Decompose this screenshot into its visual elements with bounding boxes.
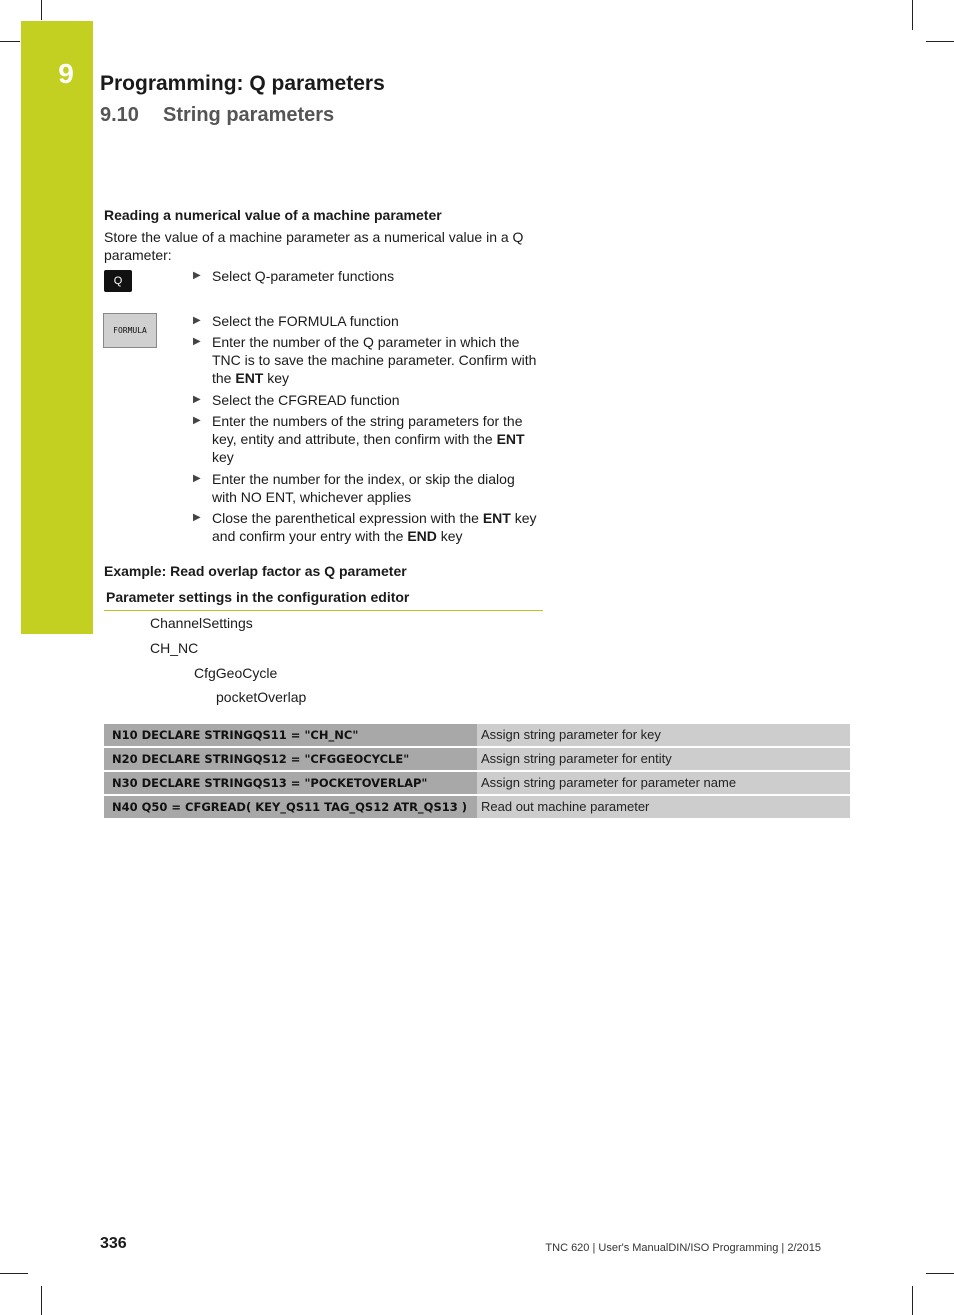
chapter-title: Programming: Q parameters bbox=[100, 72, 385, 95]
arrow-icon: ▶ bbox=[193, 415, 201, 426]
step-text: Close the parenthetical expression with the ENT key and confirm your entry with the END key bbox=[212, 510, 537, 544]
arrow-icon: ▶ bbox=[193, 394, 201, 405]
crop-mark bbox=[912, 0, 913, 30]
config-table-header: Parameter settings in the configuration editor bbox=[104, 586, 543, 611]
formula-softkey-icon: FORMULA bbox=[103, 313, 157, 348]
code-description: Assign string parameter for entity bbox=[477, 748, 850, 770]
config-tree-item: ChannelSettings bbox=[150, 615, 253, 631]
code-row bbox=[104, 772, 850, 794]
crop-mark bbox=[912, 1286, 913, 1315]
arrow-icon: ▶ bbox=[193, 270, 201, 281]
crop-mark bbox=[41, 0, 42, 20]
arrow-icon: ▶ bbox=[193, 512, 201, 523]
nc-code: N30 DECLARE STRINGQS13 = "POCKETOVERLAP" bbox=[104, 772, 477, 794]
step-text: Select Q-parameter functions bbox=[212, 268, 395, 284]
nc-code: N20 DECLARE STRINGQS12 = "CFGGEOCYCLE" bbox=[104, 748, 477, 770]
crop-mark bbox=[926, 41, 954, 42]
nc-code: N10 DECLARE STRINGQS11 = "CH_NC" bbox=[104, 724, 477, 746]
crop-mark bbox=[0, 41, 20, 42]
code-description: Assign string parameter for key bbox=[477, 724, 850, 746]
code-row bbox=[104, 796, 850, 818]
q-key-icon: Q bbox=[104, 270, 132, 292]
footer-text: TNC 620 | User's ManualDIN/ISO Programming | 2/2015 bbox=[545, 1242, 821, 1254]
code-description: Read out machine parameter bbox=[477, 796, 850, 818]
code-row bbox=[104, 748, 850, 770]
section-title: String parameters bbox=[163, 104, 335, 126]
chapter-number: 9 bbox=[58, 58, 74, 89]
step-text: Enter the number for the index, or skip the dialog with NO ENT, whichever applies bbox=[212, 471, 515, 505]
code-row bbox=[104, 724, 850, 746]
crop-mark bbox=[0, 1273, 28, 1274]
config-tree-item: CfgGeoCycle bbox=[194, 665, 278, 681]
step-text: Enter the numbers of the string parameters for the key, entity and attribute, then confirm with the ENT key bbox=[212, 413, 525, 465]
nc-code: N40 Q50 = CFGREAD( KEY_QS11 TAG_QS12 ATR_QS13 ) bbox=[104, 796, 477, 818]
intro-paragraph: Store the value of a machine parameter as a numerical value in a Q parameter: bbox=[104, 229, 524, 263]
step-text: Enter the number of the Q parameter in which the TNC is to save the machine parameter. Confirm with the ENT key bbox=[212, 334, 537, 386]
crop-mark bbox=[926, 1273, 954, 1274]
arrow-icon: ▶ bbox=[193, 473, 201, 484]
chapter-tab bbox=[21, 21, 93, 634]
config-tree-item: CH_NC bbox=[150, 640, 199, 656]
code-description: Assign string parameter for parameter name bbox=[477, 772, 850, 794]
example-heading: Example: Read overlap factor as Q parameter bbox=[104, 563, 407, 579]
arrow-icon: ▶ bbox=[193, 315, 201, 326]
page-number: 336 bbox=[100, 1235, 127, 1252]
section-number: 9.10 bbox=[100, 104, 139, 126]
subsection-heading: Reading a numerical value of a machine parameter bbox=[104, 207, 442, 223]
config-tree-item: pocketOverlap bbox=[216, 689, 307, 705]
step-text: Select the CFGREAD function bbox=[212, 392, 400, 408]
crop-mark bbox=[41, 1286, 42, 1315]
arrow-icon: ▶ bbox=[193, 336, 201, 347]
step-text: Select the FORMULA function bbox=[212, 313, 399, 329]
